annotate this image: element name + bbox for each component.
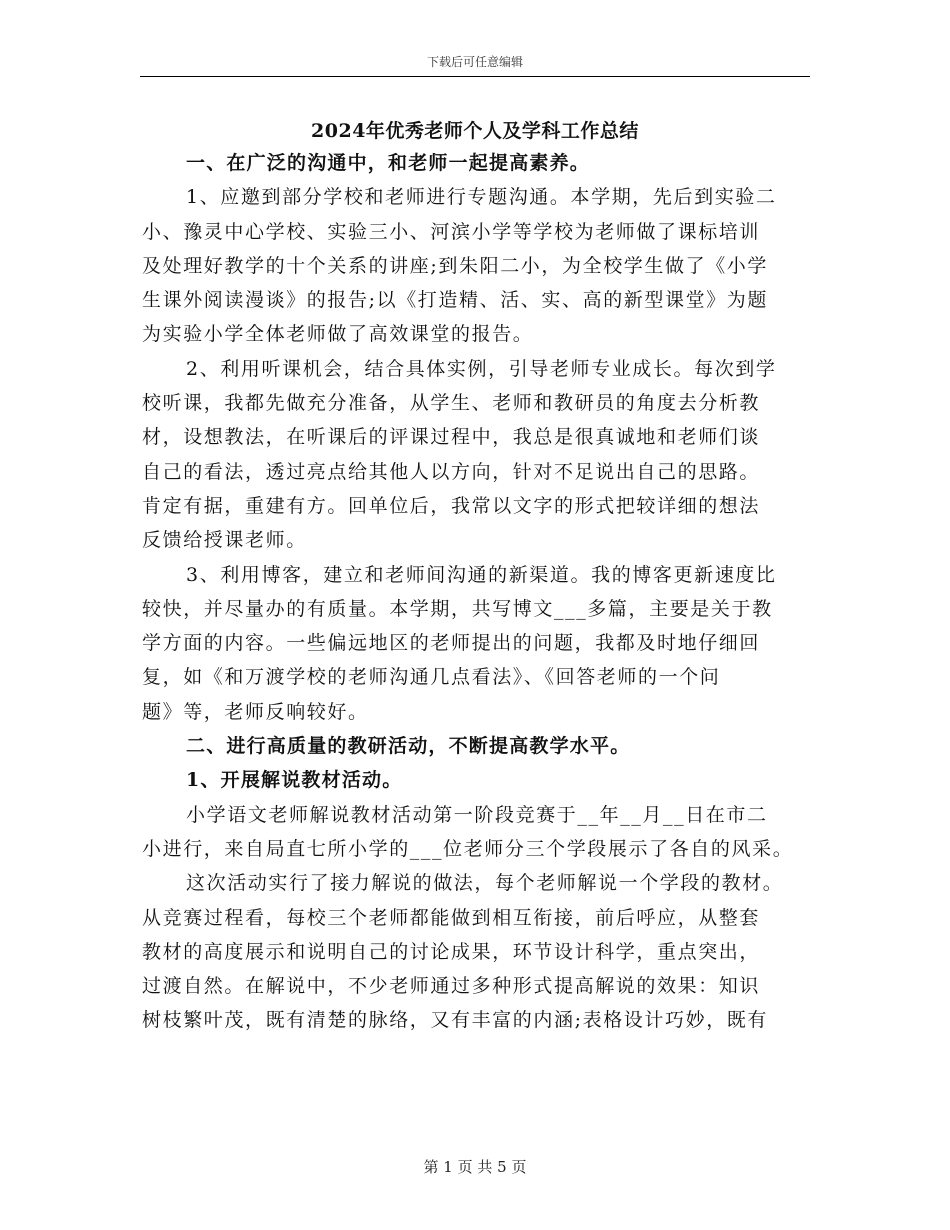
paragraph-line: 为实验小学全体老师做了高效课堂的报告。	[142, 323, 534, 346]
paragraph-line: 材，设想教法，在听课后的评课过程中，我总是很真诚地和老师们谈	[142, 426, 761, 449]
section-heading: 一、在广泛的沟通中，和老师一起提高素养。	[186, 152, 591, 174]
paragraph-line: 1、应邀到部分学校和老师进行专题沟通。本学期，先后到实验二	[186, 186, 777, 209]
paragraph-line: 自己的看法，透过亮点给其他人以方向，针对不足说出自己的思路。	[142, 460, 761, 483]
paragraph-line: 小学语文老师解说教材活动第一阶段竞赛于__年__月__日在市二	[186, 803, 768, 826]
page-header: 下载后可任意编辑	[426, 55, 523, 69]
document-title: 2024年优秀老师个人及学科工作总结	[311, 120, 639, 142]
paragraph-line: 复，如《和万渡学校的老师沟通几点看法》、《回答老师的一个问	[142, 666, 721, 689]
paragraph-line: 树枝繁叶茂，既有清楚的脉络，又有丰富的内涵;表格设计巧妙，既有	[142, 1009, 769, 1032]
paragraph-line: 题》等，老师反响较好。	[142, 700, 369, 723]
paragraph-line: 校听课，我都先做充分准备，从学生、老师和教研员的角度去分析教	[142, 392, 761, 415]
section-heading: 二、进行高质量的教研活动，不断提高教学水平。	[186, 735, 631, 758]
paragraph-line: 反馈给授课老师。	[142, 529, 307, 552]
paragraph-line: 从竞赛过程看，每校三个老师都能做到相互衔接，前后呼应，从整套	[142, 906, 761, 929]
paragraph-line: 3、利用博客，建立和老师间沟通的新渠道。我的博客更新速度比	[186, 563, 777, 586]
paragraph-line: 这次活动实行了接力解说的做法，每个老师解说一个学段的教材。	[186, 872, 784, 895]
paragraph-line: 肯定有据，重建有方。回单位后，我常以文字的形式把较详细的想法	[142, 494, 761, 517]
paragraph-line: 学方面的内容。一些偏远地区的老师提出的问题，我都及时地仔细回	[142, 632, 761, 655]
paragraph-line: 2、利用听课机会，结合具体实例，引导老师专业成长。每次到学	[186, 357, 777, 380]
section-heading: 1、开展解说教材活动。	[186, 769, 403, 792]
paragraph-line: 小、豫灵中心学校、实验三小、河滨小学等学校为老师做了课标培训	[142, 220, 761, 243]
header-divider	[140, 76, 810, 77]
document-body	[142, 146, 808, 1038]
paragraph-line: 教材的高度展示和说明自己的讨论成果，环节设计科学，重点突出，	[142, 940, 761, 963]
paragraph-line: 及处理好教学的十个关系的讲座;到朱阳二小，为全校学生做了《小学	[142, 254, 769, 277]
paragraph-line: 小进行，来自局直七所小学的___位老师分三个学段展示了各自的风采。	[142, 837, 794, 860]
paragraph-line: 过渡自然。在解说中，不少老师通过多种形式提高解说的效果：知识	[142, 975, 761, 998]
paragraph-line: 较快，并尽量办的有质量。本学期，共写博文___多篇，主要是关于教	[142, 597, 773, 620]
paragraph-line: 生课外阅读漫谈》的报告;以《打造精、活、实、高的新型课堂》为题	[142, 289, 769, 312]
page-footer: 第 1 页 共 5 页	[423, 1158, 527, 1176]
